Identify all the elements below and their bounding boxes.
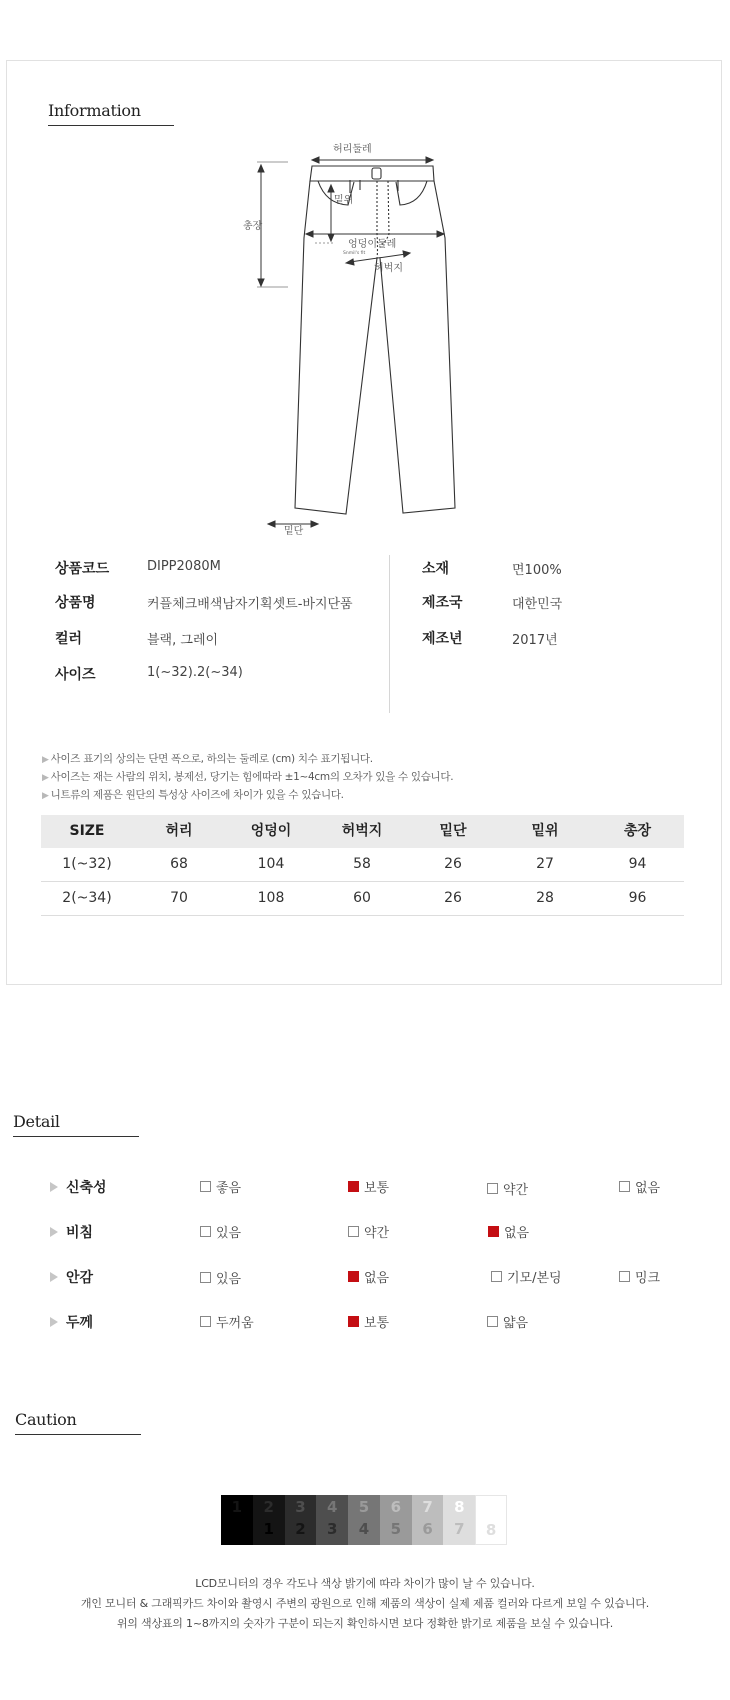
pants-measurement-diagram (240, 138, 480, 538)
svg-text:Snmil's fit: Snmil's fit (343, 251, 366, 256)
table-cell: 108 (257, 890, 285, 906)
information-title: Information (48, 101, 141, 120)
table-cell: 26 (444, 856, 462, 872)
detail-option-label: 좋음 (216, 1181, 242, 1196)
checkbox-checked-icon (488, 1226, 499, 1237)
swatch-number-top: 4 (327, 1498, 338, 1516)
detail-label: 두께 (66, 1315, 94, 1331)
detail-option-label: 보통 (364, 1181, 390, 1196)
spec-label: 상품명 (55, 595, 96, 611)
caution-text: 개인 모니터 & 그래픽카드 차이와 촬영시 주변의 광원으로 인해 제품의 색상이 실제 제품 컬러와 다르게 보일 수 있습니다. (80, 1597, 650, 1610)
detail-option (200, 1312, 254, 1331)
swatch-number-bottom: 1 (263, 1520, 274, 1538)
detail-option (619, 1267, 660, 1286)
spec-value: 커플체크배색남자기획셋트-바지단품 (147, 597, 353, 612)
spec-label: 제조년 (422, 631, 463, 647)
checkbox-icon (200, 1316, 211, 1327)
spec-value: DIPP2080M (147, 559, 221, 574)
checkbox-icon (200, 1226, 211, 1237)
table-header-cell: 허벅지 (341, 823, 383, 839)
spec-value: 2017년 (512, 633, 558, 648)
detail-title-rule (13, 1136, 139, 1137)
detail-option-label: 밍크 (635, 1271, 661, 1286)
caution-text: LCD모니터의 경우 각도나 색상 밝기에 따라 차이가 많이 날 수 있습니다. (195, 1577, 535, 1590)
checkbox-checked-icon (348, 1271, 359, 1282)
swatch-number-bottom: 2 (295, 1520, 306, 1538)
gray-swatch (443, 1495, 475, 1545)
detail-option (200, 1268, 241, 1287)
table-header-row (41, 815, 684, 848)
gray-swatch (380, 1495, 412, 1545)
caution-title-rule (15, 1434, 141, 1435)
checkbox-icon (487, 1183, 498, 1194)
spec-label: 컬러 (55, 631, 83, 647)
detail-option-label: 얇음 (503, 1316, 529, 1331)
detail-option (487, 1179, 528, 1198)
detail-option (619, 1177, 660, 1196)
size-note-text: 사이즈 표기의 상의는 단면 폭으로, 하의는 둘레로 (cm) 치수 표기됩니다. (50, 753, 373, 765)
gray-swatch (285, 1495, 317, 1545)
spec-divider (389, 555, 390, 713)
detail-option-label: 없음 (364, 1271, 390, 1286)
caution-title: Caution (15, 1410, 77, 1429)
swatch-number-bottom: 6 (422, 1520, 433, 1538)
table-cell: 96 (628, 890, 647, 906)
checkbox-icon (200, 1181, 211, 1192)
triangle-bullet-icon: ▶ (42, 755, 49, 765)
size-note (42, 769, 453, 784)
table-cell: 28 (536, 890, 554, 906)
gray-swatch (221, 1495, 253, 1545)
table-cell: 27 (536, 856, 554, 872)
table-cell: 1(~32) (62, 856, 112, 872)
detail-option (348, 1222, 389, 1241)
table-cell: 60 (353, 890, 371, 906)
checkbox-icon (200, 1272, 211, 1283)
diagram-label-thigh: 허벅지 (374, 263, 403, 274)
detail-label: 신축성 (66, 1180, 107, 1196)
triangle-bullet-icon: ▶ (42, 791, 49, 801)
table-header-cell: 엉덩이 (250, 823, 292, 839)
checkbox-checked-icon (348, 1181, 359, 1192)
diagram-label-waist: 허리둘레 (333, 144, 372, 155)
size-note-text: 니트류의 제품은 원단의 특성상 사이즈에 차이가 있을 수 있습니다. (50, 789, 344, 801)
table-header-cell: 밑위 (531, 823, 559, 839)
caution-text: 위의 색상표의 1~8까지의 숫자가 구분이 되는지 확인하시면 보다 정확한 밝기로 제품을 보실 수 있습니다. (116, 1617, 614, 1630)
detail-option-label: 보통 (364, 1316, 390, 1331)
triangle-bullet-icon (50, 1227, 58, 1237)
swatch-number-bottom: 7 (454, 1520, 465, 1538)
gray-swatch (253, 1495, 285, 1545)
table-cell: 2(~34) (62, 890, 112, 906)
detail-option-label: 없음 (635, 1181, 661, 1196)
gray-swatch (412, 1495, 444, 1545)
triangle-bullet-icon (50, 1182, 58, 1192)
spec-value: 1(~32).2(~34) (147, 665, 243, 680)
spec-label: 제조국 (422, 595, 463, 611)
table-cell: 26 (444, 890, 462, 906)
checkbox-icon (491, 1271, 502, 1282)
detail-title: Detail (13, 1112, 60, 1131)
table-header-cell: SIZE (69, 823, 105, 839)
size-note (42, 751, 373, 766)
checkbox-icon (487, 1316, 498, 1327)
spec-label: 상품코드 (55, 561, 110, 577)
checkbox-checked-icon (348, 1316, 359, 1327)
size-note-text: 사이즈는 재는 사람의 위치, 봉제선, 당기는 힘에따라 ±1~4cm의 오차가 있을 수 있습니다. (50, 771, 454, 783)
detail-option (487, 1312, 528, 1331)
table-cell: 70 (170, 890, 188, 906)
detail-option (348, 1267, 389, 1286)
table-cell: 58 (353, 856, 371, 872)
detail-option (348, 1312, 389, 1331)
table-header-cell: 허리 (165, 823, 193, 839)
diagram-label-hip: 엉덩이둘레 (348, 239, 397, 250)
gray-swatch (475, 1495, 507, 1545)
checkbox-icon (619, 1181, 630, 1192)
swatch-number-top: 2 (263, 1498, 274, 1516)
detail-option (348, 1177, 389, 1196)
swatch-number-top: 1 (231, 1498, 243, 1516)
swatch-number-bottom: 3 (327, 1520, 338, 1538)
swatch-number-top: 8 (454, 1498, 465, 1516)
swatch-number-bottom: 5 (390, 1520, 402, 1538)
detail-label: 비침 (66, 1225, 94, 1241)
detail-option (491, 1267, 562, 1286)
checkbox-icon (619, 1271, 630, 1282)
table-header-cell: 밑단 (439, 823, 467, 839)
table-row (41, 848, 684, 882)
spec-label: 소재 (422, 561, 450, 577)
gray-swatch (348, 1495, 380, 1545)
detail-option (200, 1222, 241, 1241)
table-cell: 68 (170, 856, 188, 872)
size-table (41, 815, 684, 916)
detail-option (488, 1222, 529, 1241)
swatch-number-bottom: 4 (358, 1520, 370, 1538)
spec-value: 면100% (512, 563, 562, 578)
size-note (42, 787, 344, 802)
table-row (41, 882, 684, 916)
triangle-bullet-icon (50, 1317, 58, 1327)
detail-option-label: 두꺼움 (216, 1316, 254, 1331)
swatch-number-bottom: 8 (485, 1521, 497, 1539)
detail-option-label: 있음 (216, 1272, 242, 1287)
information-title-rule (48, 125, 174, 126)
detail-option-label: 있음 (216, 1226, 242, 1241)
detail-option-label: 약간 (364, 1226, 390, 1241)
checkbox-icon (348, 1226, 359, 1237)
detail-option-label: 약간 (503, 1183, 529, 1198)
detail-option-label: 없음 (504, 1226, 530, 1241)
table-cell: 104 (257, 856, 285, 872)
detail-label: 안감 (66, 1270, 94, 1286)
spec-value: 블랙, 그레이 (147, 633, 219, 648)
triangle-bullet-icon (50, 1272, 58, 1282)
diagram-label-hem: 밑단 (284, 526, 304, 537)
swatch-number-top: 7 (422, 1498, 433, 1516)
swatch-number-top: 5 (358, 1498, 370, 1516)
monitor-gray-scale-chart (221, 1495, 507, 1545)
triangle-bullet-icon: ▶ (42, 773, 49, 783)
spec-value: 대한민국 (512, 597, 563, 612)
detail-option (200, 1177, 241, 1196)
diagram-label-rise: 밑위 (334, 195, 354, 206)
diagram-label-total-length: 총장 (243, 221, 263, 232)
detail-option-label: 기모/본딩 (507, 1271, 562, 1286)
gray-swatch (316, 1495, 348, 1545)
swatch-number-top: 3 (295, 1498, 306, 1516)
spec-label: 사이즈 (55, 667, 96, 683)
table-cell: 94 (628, 856, 647, 872)
table-header-cell: 총장 (623, 823, 652, 839)
swatch-number-top: 6 (390, 1498, 402, 1516)
